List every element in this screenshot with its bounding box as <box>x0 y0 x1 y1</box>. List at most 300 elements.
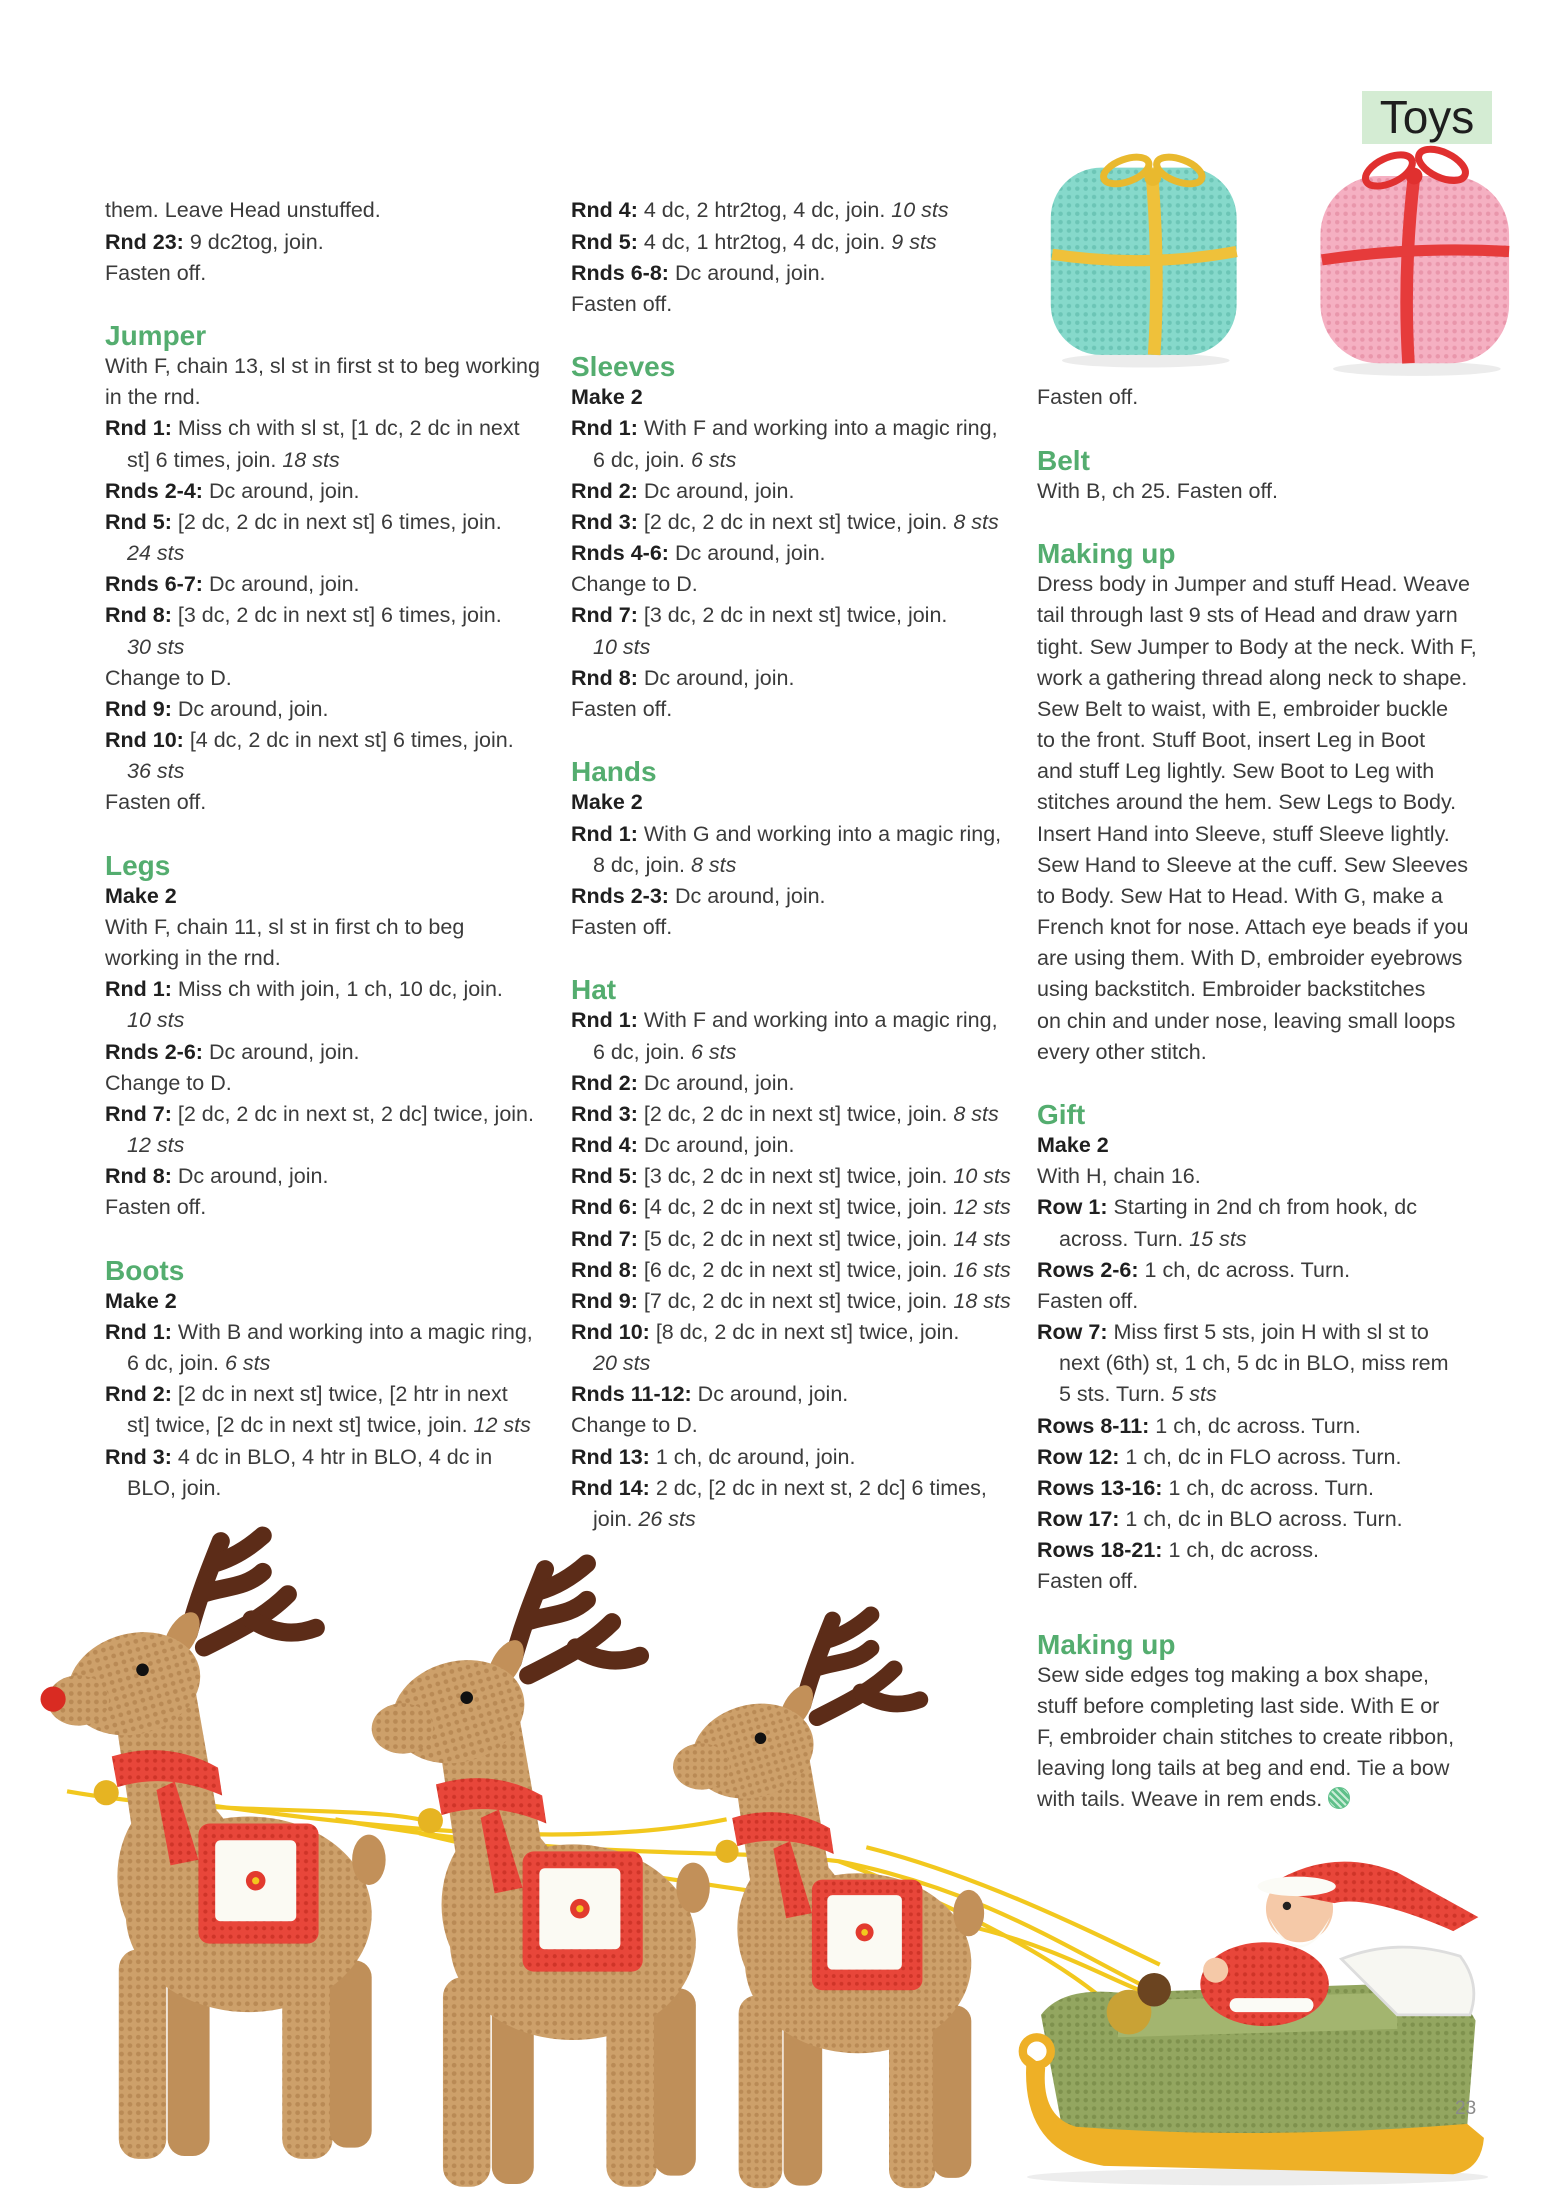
column-2 <box>571 195 1026 1535</box>
line-text: Miss first 5 sts, join H with sl st to <box>1107 1320 1429 1345</box>
paragraph <box>1037 382 1517 413</box>
line-text: them. Leave Head unstuffed. <box>105 198 381 223</box>
line-text: Dc around, join. <box>637 1133 795 1158</box>
line-text: 2 dc, [2 dc in next st, 2 dc] 6 times, <box>649 1475 987 1500</box>
sleigh <box>1023 1862 1488 2186</box>
text-line <box>105 725 560 756</box>
line-text: 8 dc, join. <box>593 852 691 877</box>
paragraph <box>571 1224 1026 1255</box>
line-text: across. Turn. <box>1059 1226 1190 1251</box>
line-text: Fasten off. <box>571 696 673 721</box>
line-text: [2 dc, 2 dc in next st] twice, join. <box>637 1101 954 1126</box>
line-text: Dress body in Jumper and stuff Head. Weave <box>1037 572 1471 597</box>
round-label: Rnd 8: <box>105 603 172 628</box>
text-line <box>1037 1379 1517 1410</box>
paragraph <box>105 1317 560 1379</box>
round-label: Rnd 1: <box>105 977 172 1002</box>
round-label: Rnd 8: <box>571 665 638 690</box>
round-label: Rows 2-6: <box>1037 1257 1139 1282</box>
gifts-photo <box>1051 143 1509 376</box>
line-text: Dc around, join. <box>637 665 795 690</box>
text-line <box>105 1130 560 1161</box>
paragraph <box>1037 1566 1517 1597</box>
paragraph <box>571 663 1026 694</box>
line-text: Fasten off. <box>1037 385 1139 410</box>
line-text: 1 ch, dc in BLO across. Turn. <box>1119 1507 1403 1532</box>
paragraph <box>105 413 560 475</box>
text-line <box>571 694 1026 725</box>
text-line <box>1037 1224 1517 1255</box>
text-line <box>105 413 560 444</box>
paragraph <box>105 1068 560 1099</box>
line-text: on chin and under nose, leaving small loops <box>1037 1008 1456 1033</box>
round-label: Rnds 4-6: <box>571 541 669 566</box>
line-text: stuff before completing last side. With E or <box>1037 1693 1440 1718</box>
paragraph <box>571 1317 1026 1379</box>
text-line <box>571 787 1026 818</box>
section-heading: Sleeves <box>571 351 676 383</box>
text-line <box>571 1473 1026 1504</box>
text-line <box>1037 1348 1517 1379</box>
paragraph <box>105 476 560 507</box>
line-text: With B, ch 25. Fasten off. <box>1037 478 1278 503</box>
text-line <box>1037 382 1517 413</box>
round-label: Rnd 23: <box>105 229 184 254</box>
line-text: With G and working into a magic ring, <box>637 821 1002 846</box>
line-text: with tails. Weave in rem ends. <box>1037 1787 1323 1812</box>
text-line <box>105 538 560 569</box>
text-line <box>105 227 560 258</box>
text-line <box>105 1286 560 1317</box>
round-label: Rnd 2: <box>105 1382 172 1407</box>
round-label: Rnds 2-6: <box>105 1039 203 1064</box>
paragraph <box>571 1005 1026 1067</box>
stitch-count: 10 sts <box>127 1008 185 1033</box>
text-line <box>571 663 1026 694</box>
line-text: 1 ch, dc across. Turn. <box>1162 1475 1374 1500</box>
line-text: With F, chain 11, sl st in first ch to beg <box>105 914 465 939</box>
line-text: 1 ch, dc around, join. <box>649 1444 856 1469</box>
text-line <box>1037 1192 1517 1223</box>
paragraph <box>105 507 560 569</box>
line-text: Fasten off. <box>1037 1569 1139 1594</box>
stitch-count: 18 sts <box>953 1288 1011 1313</box>
line-text: With F and working into a magic ring, <box>637 1008 998 1033</box>
round-label: Rnd 1: <box>571 1008 638 1033</box>
text-line <box>105 1068 560 1099</box>
line-text: [3 dc, 2 dc in next st] twice, join. <box>637 603 948 628</box>
stitch-count: 26 sts <box>638 1506 696 1531</box>
line-text: BLO, join. <box>127 1475 222 1500</box>
text-line <box>105 1037 560 1068</box>
section-tab: Toys <box>1362 91 1492 144</box>
text-line <box>105 1348 560 1379</box>
paragraph <box>571 382 1026 413</box>
text-line <box>105 1192 560 1223</box>
section-heading: Hands <box>571 756 657 788</box>
text-line <box>1037 974 1517 1005</box>
line-text: Dc around, join. <box>202 572 360 597</box>
line-text: [2 dc, 2 dc in next st] twice, join. <box>637 509 954 534</box>
line-text: Fasten off. <box>571 291 673 316</box>
reindeer-3 <box>673 1615 984 2188</box>
round-label: Rnd 10: <box>105 728 184 753</box>
round-label: Rnd 13: <box>571 1444 650 1469</box>
stitch-count: 24 sts <box>127 541 185 566</box>
round-label: Rnds 2-3: <box>571 883 669 908</box>
paragraph <box>571 1192 1026 1223</box>
text-line <box>571 289 1026 320</box>
text-line <box>1037 1286 1517 1317</box>
line-text: join. <box>593 1506 639 1531</box>
line-text: Dc around, join. <box>637 1070 795 1095</box>
paragraph <box>105 912 560 974</box>
line-text: every other stitch. <box>1037 1039 1207 1064</box>
text-line <box>105 974 560 1005</box>
line-text: 6 dc, join. <box>593 1039 691 1064</box>
round-label: Make 2 <box>105 883 177 908</box>
paragraph <box>105 569 560 600</box>
text-line <box>105 507 560 538</box>
text-line <box>105 382 560 413</box>
paragraph <box>105 600 560 662</box>
text-line <box>1037 1411 1517 1442</box>
text-line <box>571 538 1026 569</box>
paragraph <box>571 413 1026 475</box>
round-label: Rnd 7: <box>571 1226 638 1251</box>
line-text: 1 ch, dc in FLO across. Turn. <box>1119 1444 1402 1469</box>
paragraph <box>105 1192 560 1223</box>
text-line <box>1037 912 1517 943</box>
text-line <box>105 663 560 694</box>
paragraph <box>1037 476 1517 507</box>
paragraph <box>105 787 560 818</box>
text-line <box>105 445 560 476</box>
paragraph <box>571 1161 1026 1192</box>
line-text: With B and working into a magic ring, <box>171 1320 533 1345</box>
round-label: Rnd 14: <box>571 1475 650 1500</box>
line-text: Starting in 2nd ch from hook, dc <box>1107 1195 1418 1220</box>
text-line <box>571 1224 1026 1255</box>
text-line <box>105 1473 560 1504</box>
line-text: stitches around the hem. Sew Legs to Body. <box>1037 790 1457 815</box>
paragraph <box>571 1099 1026 1130</box>
stitch-count: 8 sts <box>953 1101 999 1126</box>
text-line <box>571 1255 1026 1286</box>
line-text: next (6th) st, 1 ch, 5 dc in BLO, miss rem <box>1059 1351 1449 1376</box>
text-line <box>571 1099 1026 1130</box>
paragraph <box>105 725 560 787</box>
stitch-count: 8 sts <box>953 509 999 534</box>
round-label: Rnd 1: <box>105 1320 172 1345</box>
line-text: are using them. With D, embroider eyebrows <box>1037 946 1463 971</box>
line-text: to the front. Stuff Boot, insert Leg in Boot <box>1037 728 1426 753</box>
line-text: Fasten off. <box>1037 1288 1139 1313</box>
text-line <box>571 1068 1026 1099</box>
line-text: [2 dc, 2 dc in next st, 2 dc] twice, join. <box>171 1101 534 1126</box>
round-label: Rnd 3: <box>571 1101 638 1126</box>
paragraph <box>1037 1442 1517 1473</box>
paragraph <box>105 258 560 289</box>
round-label: Rnd 1: <box>105 416 172 441</box>
stitch-count: 14 sts <box>953 1226 1011 1251</box>
round-label: Make 2 <box>1037 1133 1109 1158</box>
paragraph <box>105 195 560 226</box>
paragraph <box>571 819 1026 881</box>
text-line <box>571 1379 1026 1410</box>
text-line <box>571 445 1026 476</box>
line-text: 4 dc, 1 htr2tog, 4 dc, join. <box>637 229 892 254</box>
section-heading: Boots <box>105 1254 185 1286</box>
paragraph <box>105 663 560 694</box>
paragraph <box>571 1255 1026 1286</box>
text-line <box>571 632 1026 663</box>
paragraph <box>571 195 1026 226</box>
text-line <box>1037 476 1517 507</box>
round-label: Rnd 4: <box>571 1133 638 1158</box>
line-text: Dc around, join. <box>202 1039 360 1064</box>
section-heading: Hat <box>571 974 617 1006</box>
stitch-count: 12 sts <box>953 1195 1011 1220</box>
paragraph <box>105 1442 560 1504</box>
section-heading: Legs <box>105 849 171 881</box>
round-label: Rnd 9: <box>571 1288 638 1313</box>
stitch-count: 20 sts <box>593 1351 651 1376</box>
paragraph <box>571 1068 1026 1099</box>
line-text: Sew Hand to Sleeve at the cuff. Sew Sleeves <box>1037 852 1469 877</box>
stitch-count: 15 sts <box>1189 1226 1247 1251</box>
round-label: Rnd 4: <box>571 198 638 223</box>
stitch-count: 6 sts <box>691 447 737 472</box>
line-text: 1 ch, dc across. Turn. <box>1149 1413 1361 1438</box>
round-label: Rnd 7: <box>105 1101 172 1126</box>
text-line <box>1037 1722 1517 1753</box>
line-text: leaving long tails at beg and end. Tie a bow <box>1037 1756 1450 1781</box>
paragraph <box>1037 1660 1517 1816</box>
paragraph <box>571 600 1026 662</box>
round-label: Rnds 6-7: <box>105 572 203 597</box>
reindeer-1 <box>48 1536 386 2159</box>
stitch-count: 6 sts <box>225 1351 271 1376</box>
stitch-count: 6 sts <box>691 1039 737 1064</box>
round-label: Rnd 5: <box>105 509 172 534</box>
text-line <box>105 1410 560 1441</box>
text-line <box>571 819 1026 850</box>
text-line <box>1037 943 1517 974</box>
round-label: Rows 8-11: <box>1037 1413 1150 1438</box>
round-label: Make 2 <box>105 1288 177 1313</box>
paragraph <box>571 538 1026 569</box>
stitch-count: 10 sts <box>891 198 949 223</box>
round-label: Row 7: <box>1037 1320 1108 1345</box>
paragraph <box>1037 1535 1517 1566</box>
text-line <box>571 413 1026 444</box>
text-line <box>1037 881 1517 912</box>
section-heading: Jumper <box>105 320 207 352</box>
line-text: [6 dc, 2 dc in next st] twice, join. <box>637 1257 954 1282</box>
stitch-count: 5 sts <box>1171 1382 1217 1407</box>
text-line <box>1037 1660 1517 1691</box>
stitch-count: 8 sts <box>691 852 737 877</box>
line-text: With F and working into a magic ring, <box>637 416 998 441</box>
line-text: and stuff Leg lightly. Sew Boot to Leg with <box>1037 759 1435 784</box>
round-label: Rnd 9: <box>105 696 172 721</box>
line-text: Sew Belt to waist, with E, embroider buckle <box>1037 696 1449 721</box>
line-text: Fasten off. <box>105 790 207 815</box>
text-line <box>105 694 560 725</box>
line-text: st] twice, [2 dc in next st] twice, join. <box>127 1413 474 1438</box>
stitch-count: 10 sts <box>953 1164 1011 1189</box>
line-text: Fasten off. <box>571 914 673 939</box>
line-text: 4 dc, 2 htr2tog, 4 dc, join. <box>637 198 892 223</box>
line-text: 9 dc2tog, join. <box>183 229 324 254</box>
round-label: Rnd 8: <box>571 1257 638 1282</box>
text-line <box>571 569 1026 600</box>
stitch-count: 36 sts <box>127 759 185 784</box>
paragraph <box>571 569 1026 600</box>
text-line <box>571 258 1026 289</box>
line-text: tight. Sew Jumper to Body at the neck. With F, <box>1037 634 1477 659</box>
round-label: Rnd 7: <box>571 603 638 628</box>
yarn-ball-icon <box>1328 1787 1350 1809</box>
text-line <box>571 1130 1026 1161</box>
text-line <box>1037 1037 1517 1068</box>
paragraph <box>1037 1317 1517 1410</box>
line-text: F, embroider chain stitches to create ribbon, <box>1037 1725 1455 1750</box>
red-nose <box>41 1687 66 1712</box>
text-line <box>1037 569 1517 600</box>
round-label: Row 17: <box>1037 1507 1120 1532</box>
round-label: Rnd 5: <box>571 1164 638 1189</box>
round-label: Rnds 2-4: <box>105 478 203 503</box>
section-heading: Making up <box>1037 538 1176 570</box>
line-text: [4 dc, 2 dc in next st] twice, join. <box>637 1195 954 1220</box>
text-line <box>105 195 560 226</box>
paragraph <box>1037 1161 1517 1192</box>
text-line <box>1037 1317 1517 1348</box>
text-line <box>571 1286 1026 1317</box>
paragraph <box>105 1379 560 1441</box>
round-label: Rnd 8: <box>105 1164 172 1189</box>
paragraph <box>1037 1411 1517 1442</box>
text-line <box>1037 694 1517 725</box>
text-line <box>571 1192 1026 1223</box>
paragraph <box>571 1442 1026 1473</box>
line-text: 6 dc, join. <box>127 1351 225 1376</box>
round-label: Rnds 6-8: <box>571 260 669 285</box>
text-line <box>571 382 1026 413</box>
text-line <box>105 258 560 289</box>
text-line <box>105 756 560 787</box>
stitch-count: 10 sts <box>593 634 651 659</box>
text-line <box>1037 850 1517 881</box>
round-label: Rnd 5: <box>571 229 638 254</box>
paragraph <box>1037 1130 1517 1161</box>
line-text: [3 dc, 2 dc in next st] 6 times, join. <box>171 603 502 628</box>
line-text: [3 dc, 2 dc in next st] twice, join. <box>637 1164 954 1189</box>
paragraph <box>571 787 1026 818</box>
stitch-count: 9 sts <box>891 229 937 254</box>
round-label: Rnd 2: <box>571 1070 638 1095</box>
line-text: Dc around, join. <box>637 478 795 503</box>
paragraph <box>571 694 1026 725</box>
paragraph <box>105 227 560 258</box>
paragraph <box>571 912 1026 943</box>
paragraph <box>1037 1473 1517 1504</box>
line-text: Dc around, join. <box>668 541 826 566</box>
line-text: work a gathering thread along neck to shape. <box>1037 665 1468 690</box>
line-text: [4 dc, 2 dc in next st] 6 times, join. <box>183 728 514 753</box>
paragraph <box>571 227 1026 258</box>
text-line <box>571 881 1026 912</box>
text-line <box>1037 725 1517 756</box>
paragraph <box>1037 1255 1517 1286</box>
round-label: Rnd 2: <box>571 478 638 503</box>
text-line <box>1037 632 1517 663</box>
round-label: Row 12: <box>1037 1444 1120 1469</box>
column-3 <box>1037 382 1517 1815</box>
text-line <box>105 1099 560 1130</box>
paragraph <box>1037 1192 1517 1254</box>
paragraph <box>105 974 560 1036</box>
text-line <box>1037 1691 1517 1722</box>
line-text: With F, chain 13, sl st in first st to beg working <box>105 354 540 379</box>
line-text: [7 dc, 2 dc in next st] twice, join. <box>637 1288 954 1313</box>
text-line <box>105 1379 560 1410</box>
line-text: Fasten off. <box>105 1195 207 1220</box>
line-text: French knot for nose. Attach eye beads if you <box>1037 915 1469 940</box>
paragraph <box>571 1379 1026 1410</box>
line-text: working in the rnd. <box>105 946 281 971</box>
text-line <box>1037 819 1517 850</box>
line-text: With H, chain 16. <box>1037 1164 1201 1189</box>
text-line <box>1037 600 1517 631</box>
round-label: Rnd 10: <box>571 1320 650 1345</box>
round-label: Make 2 <box>571 385 643 410</box>
text-line <box>571 1317 1026 1348</box>
text-line <box>1037 1255 1517 1286</box>
line-text: Dc around, join. <box>691 1382 849 1407</box>
text-line <box>1037 1442 1517 1473</box>
line-text: in the rnd. <box>105 385 201 410</box>
paragraph <box>1037 569 1517 1068</box>
paragraph <box>571 507 1026 538</box>
text-line <box>105 569 560 600</box>
round-label: Rnd 1: <box>571 821 638 846</box>
paragraph <box>571 258 1026 289</box>
text-line <box>571 1348 1026 1379</box>
line-text: 5 sts. Turn. <box>1059 1382 1172 1407</box>
paragraph <box>105 1099 560 1161</box>
text-line <box>571 1504 1026 1535</box>
line-text: Dc around, join. <box>668 883 826 908</box>
line-text: tail through last 9 sts of Head and draw yarn <box>1037 603 1458 628</box>
round-label: Rows 18-21: <box>1037 1538 1163 1563</box>
line-text: Change to D. <box>105 1070 232 1095</box>
stitch-count: 12 sts <box>127 1133 185 1158</box>
paragraph <box>1037 1504 1517 1535</box>
text-line <box>1037 663 1517 694</box>
paragraph <box>571 1473 1026 1535</box>
text-line <box>1037 1535 1517 1566</box>
line-text: st] 6 times, join. <box>127 447 283 472</box>
page-number: 23 <box>1455 2098 1477 2119</box>
paragraph <box>105 1037 560 1068</box>
line-text: Fasten off. <box>105 260 207 285</box>
paragraph <box>571 1286 1026 1317</box>
text-line <box>105 1442 560 1473</box>
text-line <box>571 600 1026 631</box>
